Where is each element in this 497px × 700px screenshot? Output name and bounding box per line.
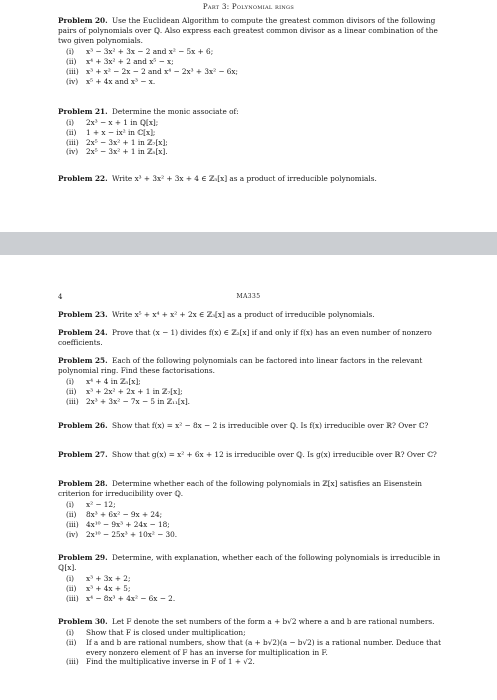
page-1 <box>0 0 497 232</box>
item-number: (iii) <box>66 137 79 147</box>
problem-21-items <box>66 118 441 157</box>
list-item <box>66 510 441 520</box>
list-item <box>66 387 441 397</box>
item-text: x⁴ + 4 in ℤ₅[x]; <box>86 377 141 387</box>
item-text: Find the multiplicative inverse in F of 1 + √2. <box>86 657 255 667</box>
problem-23-text: Write x⁵ + x⁴ + x² + 2x ∈ ℤ₃[x] as a product of irreducible polynomials. <box>112 310 375 319</box>
problem-21 <box>58 107 441 157</box>
list-item <box>66 47 441 57</box>
item-text: 2x⁵ − 3x² + 1 in ℤ₅[x]. <box>86 147 168 157</box>
item-text: 4x¹⁰ − 9x³ + 24x − 18; <box>86 519 170 529</box>
list-item <box>66 57 441 67</box>
problem-29 <box>58 553 441 604</box>
item-text: 2x⁵ − 3x² + 1 in ℤ₇[x]; <box>86 137 168 147</box>
list-item <box>66 500 441 510</box>
item-text: 2x³ − x + 1 in ℚ[x]; <box>86 118 159 128</box>
item-text: 8x³ + 6x² − 9x + 24; <box>86 509 163 519</box>
problem-25-title: Problem 25. <box>58 356 108 365</box>
problem-20-title: Problem 20. <box>58 16 108 25</box>
problem-26 <box>58 421 441 431</box>
problem-25-text: Each of the following polynomials can be factored into linear factors in the relevant polynomial ring. Find these factorisations. <box>58 356 423 376</box>
list-item <box>66 77 441 87</box>
list-item <box>66 638 441 658</box>
item-text: x⁴ − 8x³ + 4x² − 6x − 2. <box>86 593 176 603</box>
problem-22-title: Problem 22. <box>58 174 108 183</box>
list-item <box>66 594 441 604</box>
problem-25 <box>58 356 441 407</box>
problem-28-title: Problem 28. <box>58 479 108 488</box>
page-2 <box>0 255 497 700</box>
list-item <box>66 377 441 387</box>
problem-30-items <box>66 628 441 667</box>
list-item <box>66 574 441 584</box>
list-item <box>66 628 441 638</box>
item-text: x³ − 3x² + 3x − 2 and x² − 5x + 6; <box>86 47 214 57</box>
problem-27 <box>58 450 441 460</box>
problem-29-title: Problem 29. <box>58 553 108 562</box>
item-text: x³ + 3x + 2; <box>86 574 131 584</box>
item-number: (i) <box>66 500 75 510</box>
problem-23-title: Problem 23. <box>58 310 108 319</box>
item-number: (ii) <box>66 57 77 67</box>
problem-20-items <box>66 47 441 86</box>
page-separator <box>0 232 497 255</box>
problem-26-title: Problem 26. <box>58 421 108 430</box>
item-number: (iii) <box>66 593 79 603</box>
problem-30 <box>58 617 441 667</box>
item-text: Show that F is closed under multiplication; <box>86 628 246 638</box>
item-number: (iii) <box>66 66 79 76</box>
problem-22-text: Write x³ + 3x² + 3x + 4 ∈ ℤ₅[x] as a product of irreducible polynomials. <box>112 174 377 183</box>
item-text: x⁴ + 3x² + 2 and x⁵ − x; <box>86 57 174 67</box>
list-item <box>66 584 441 594</box>
list-item <box>66 67 441 77</box>
problem-27-title: Problem 27. <box>58 450 108 459</box>
problem-29-text: Determine, with explanation, whether each of the following polynomials is irreducible in ℚ[x]. <box>58 553 441 573</box>
problem-30-text: Let F denote the set numbers of the form a + b√2 where a and b are rational numbers. <box>112 617 435 626</box>
list-item <box>66 128 441 138</box>
problem-29-items <box>66 574 441 603</box>
problem-21-title: Problem 21. <box>58 107 108 116</box>
page-number: 4 <box>58 293 63 301</box>
problem-27-text: Show that g(x) = x² + 6x + 12 is irreducible over ℚ. Is g(x) irreducible over ℝ? Over ℂ? <box>112 450 437 459</box>
item-text: x³ + x² − 2x − 2 and x⁴ − 2x³ + 3x² − 6x; <box>86 66 238 76</box>
course-code: MA335 <box>236 293 261 300</box>
item-text: x⁵ + 4x and x³ − x. <box>86 76 156 86</box>
item-number: (ii) <box>66 637 77 647</box>
problem-24-text: Prove that (x − 1) divides f(x) ∈ ℤ₂[x] if and only if f(x) has an even number of nonzero coefficients. <box>58 328 432 348</box>
item-text: 1 + x − ix² in ℂ[x]; <box>86 127 156 137</box>
item-number: (ii) <box>66 386 77 396</box>
problem-28-items <box>66 500 441 539</box>
running-head: Part 3: Polynomial rings <box>202 3 295 11</box>
item-text: x³ + 4x + 5; <box>86 583 131 593</box>
list-item <box>66 147 441 157</box>
item-text: 2x³ + 3x² − 7x − 5 in ℤ₁₁[x]. <box>86 396 191 406</box>
item-number: (ii) <box>66 509 77 519</box>
problem-22 <box>58 174 441 184</box>
item-number: (i) <box>66 628 75 638</box>
problem-28-text: Determine whether each of the following polynomials in ℤ[x] satisfies an Eisenstein criterion for irreducibility over ℚ. <box>58 479 422 499</box>
item-number: (i) <box>66 118 75 128</box>
list-item <box>66 118 441 128</box>
item-number: (iv) <box>66 76 79 86</box>
problem-23 <box>58 310 441 320</box>
item-text: If a and b are rational numbers, show that (a + b√2)(a − b√2) is a rational number. Deduce that every nonzero element of F has an inverse for multiplication in F. <box>86 637 442 657</box>
problem-30-title: Problem 30. <box>58 617 108 626</box>
list-item <box>66 520 441 530</box>
problem-20-text: Use the Euclidean Algorithm to compute the greatest common divisors of the following pairs of polynomials over ℚ. Also express each greatest common divisor as a linear combination of the two given polynomials. <box>58 16 438 46</box>
item-number: (iii) <box>66 657 79 667</box>
item-text: x³ + 2x² + 2x + 1 in ℤ₇[x]; <box>86 386 183 396</box>
list-item <box>66 397 441 407</box>
item-number: (iii) <box>66 396 79 406</box>
problem-20 <box>58 16 441 86</box>
item-text: x² − 12; <box>86 500 116 510</box>
item-number: (ii) <box>66 127 77 137</box>
problem-25-items <box>66 377 441 406</box>
item-number: (iii) <box>66 519 79 529</box>
item-number: (i) <box>66 377 75 387</box>
item-number: (i) <box>66 47 75 57</box>
list-item <box>66 530 441 540</box>
problem-26-text: Show that f(x) = x² − 8x − 2 is irreducible over ℚ. Is f(x) irreducible over ℝ? Over ℂ? <box>112 421 429 430</box>
problem-24 <box>58 328 441 348</box>
item-number: (ii) <box>66 583 77 593</box>
problem-28 <box>58 479 441 539</box>
problem-21-text: Determine the monic associate of: <box>112 107 239 116</box>
list-item <box>66 657 441 667</box>
item-number: (iv) <box>66 147 79 157</box>
item-number: (iv) <box>66 529 79 539</box>
list-item <box>66 138 441 148</box>
item-text: 2x¹⁰ − 25x³ + 10x² − 30. <box>86 529 178 539</box>
item-number: (i) <box>66 574 75 584</box>
problem-24-title: Problem 24. <box>58 328 108 337</box>
